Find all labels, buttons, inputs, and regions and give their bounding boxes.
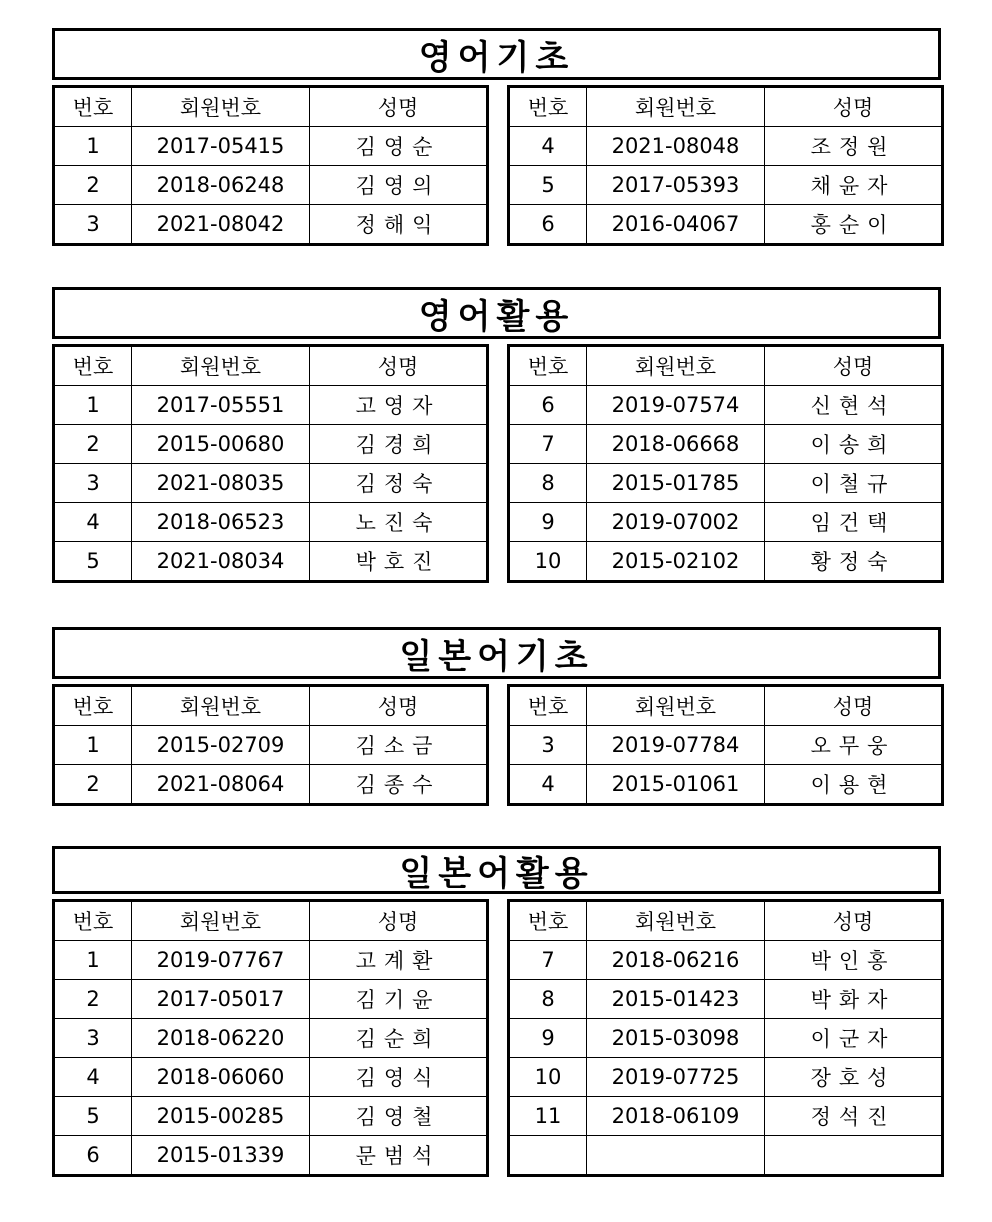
- cell-name: 김영식: [310, 1058, 488, 1097]
- cell-name: 박호진: [310, 542, 488, 582]
- cell-name: 이용현: [765, 765, 943, 805]
- header-num: 번호: [509, 87, 587, 127]
- cell-num: 9: [509, 503, 587, 542]
- cell-name: 김소금: [310, 726, 488, 765]
- cell-num: 5: [54, 542, 132, 582]
- cell-num: 1: [54, 941, 132, 980]
- table-row: [54, 1019, 488, 1058]
- header-member-id: 회원번호: [132, 686, 310, 726]
- member-table-right: [507, 684, 944, 806]
- header-name: 성명: [310, 686, 488, 726]
- cell-name: 김순희: [310, 1019, 488, 1058]
- table-row: [54, 1136, 488, 1176]
- cell-num: 10: [509, 542, 587, 582]
- cell-num: 8: [509, 980, 587, 1019]
- member-table-left: [52, 684, 489, 806]
- table-row: [54, 425, 488, 464]
- cell-num: 3: [54, 1019, 132, 1058]
- header-num: 번호: [54, 87, 132, 127]
- cell-name: 김영순: [310, 127, 488, 166]
- cell-name: 문범석: [310, 1136, 488, 1176]
- cell-member-id: 2018-06523: [132, 503, 310, 542]
- table-row: [509, 1019, 943, 1058]
- cell-num: 1: [54, 726, 132, 765]
- cell-name: 김영의: [310, 166, 488, 205]
- header-num: 번호: [54, 901, 132, 941]
- cell-name: 오무웅: [765, 726, 943, 765]
- cell-num: 6: [509, 386, 587, 425]
- cell-name: 이철규: [765, 464, 943, 503]
- cell-member-id: 2019-07767: [132, 941, 310, 980]
- cell-num: 5: [509, 166, 587, 205]
- cell-num: 2: [54, 425, 132, 464]
- cell-member-id: 2021-08035: [132, 464, 310, 503]
- table-row: [54, 542, 488, 582]
- header-row: [509, 686, 943, 726]
- cell-num: 2: [54, 980, 132, 1019]
- section-title: 영어활용: [52, 287, 941, 339]
- cell-member-id: 2021-08064: [132, 765, 310, 805]
- table-row: [509, 127, 943, 166]
- cell-member-id: 2015-02102: [587, 542, 765, 582]
- cell-name: 김정숙: [310, 464, 488, 503]
- table-row: [54, 980, 488, 1019]
- cell-member-id: 2017-05415: [132, 127, 310, 166]
- cell-member-id: 2018-06220: [132, 1019, 310, 1058]
- cell-name: 장호성: [765, 1058, 943, 1097]
- cell-name: 임건택: [765, 503, 943, 542]
- header-row: [509, 87, 943, 127]
- cell-name: 김영철: [310, 1097, 488, 1136]
- member-table-left: [52, 899, 489, 1177]
- cell-name: 박화자: [765, 980, 943, 1019]
- cell-member-id: 2018-06216: [587, 941, 765, 980]
- cell-num: 4: [509, 765, 587, 805]
- cell-num: 8: [509, 464, 587, 503]
- table-row: [54, 386, 488, 425]
- cell-num: 6: [509, 205, 587, 245]
- section-title: 영어기초: [52, 28, 941, 80]
- cell-name: 이군자: [765, 1019, 943, 1058]
- table-row: [54, 166, 488, 205]
- cell-member-id: 2015-01061: [587, 765, 765, 805]
- cell-member-id: 2019-07002: [587, 503, 765, 542]
- cell-name: 고영자: [310, 386, 488, 425]
- member-table-right: [507, 899, 944, 1177]
- cell-num: 7: [509, 425, 587, 464]
- cell-name: 김경희: [310, 425, 488, 464]
- header-name: 성명: [765, 346, 943, 386]
- table-row: [509, 503, 943, 542]
- table-row: [509, 1097, 943, 1136]
- table-row: [54, 205, 488, 245]
- cell-num: 2: [54, 166, 132, 205]
- table-row: [54, 765, 488, 805]
- cell-name: 고계환: [310, 941, 488, 980]
- cell-member-id: 2017-05393: [587, 166, 765, 205]
- table-row: [509, 726, 943, 765]
- table-row: [54, 464, 488, 503]
- table-row: [54, 941, 488, 980]
- cell-member-id: 2018-06668: [587, 425, 765, 464]
- cell-num: 7: [509, 941, 587, 980]
- header-name: 성명: [310, 346, 488, 386]
- cell-member-id: 2018-06060: [132, 1058, 310, 1097]
- cell-num: [509, 1136, 587, 1176]
- cell-member-id: 2015-01423: [587, 980, 765, 1019]
- table-row: [509, 941, 943, 980]
- cell-member-id: 2015-00285: [132, 1097, 310, 1136]
- header-name: 성명: [310, 901, 488, 941]
- header-name: 성명: [310, 87, 488, 127]
- cell-name: 박인홍: [765, 941, 943, 980]
- cell-name: 노진숙: [310, 503, 488, 542]
- section-title: 일본어활용: [52, 846, 941, 894]
- header-row: [509, 901, 943, 941]
- header-member-id: 회원번호: [587, 87, 765, 127]
- section-title: 일본어기초: [52, 627, 941, 679]
- cell-member-id: 2018-06109: [587, 1097, 765, 1136]
- cell-member-id: 2017-05551: [132, 386, 310, 425]
- cell-name: 신현석: [765, 386, 943, 425]
- cell-member-id: 2017-05017: [132, 980, 310, 1019]
- member-table-right: [507, 344, 944, 583]
- cell-num: 1: [54, 127, 132, 166]
- table-row: [509, 1136, 943, 1176]
- member-table-right: [507, 85, 944, 246]
- cell-member-id: 2018-06248: [132, 166, 310, 205]
- cell-member-id: 2015-02709: [132, 726, 310, 765]
- table-row: [54, 726, 488, 765]
- cell-member-id: 2016-04067: [587, 205, 765, 245]
- cell-member-id: 2021-08034: [132, 542, 310, 582]
- cell-name: 홍순이: [765, 205, 943, 245]
- cell-name: 김종수: [310, 765, 488, 805]
- header-row: [54, 686, 488, 726]
- member-table-left: [52, 344, 489, 583]
- header-row: [54, 87, 488, 127]
- header-num: 번호: [509, 686, 587, 726]
- cell-num: 3: [54, 464, 132, 503]
- cell-num: 11: [509, 1097, 587, 1136]
- table-row: [54, 127, 488, 166]
- member-table-left: [52, 85, 489, 246]
- cell-name: 황정숙: [765, 542, 943, 582]
- header-row: [54, 346, 488, 386]
- table-row: [509, 765, 943, 805]
- table-row: [509, 980, 943, 1019]
- header-num: 번호: [54, 346, 132, 386]
- table-row: [509, 1058, 943, 1097]
- cell-num: 2: [54, 765, 132, 805]
- header-member-id: 회원번호: [132, 901, 310, 941]
- cell-member-id: [587, 1136, 765, 1176]
- cell-num: 4: [509, 127, 587, 166]
- header-num: 번호: [509, 901, 587, 941]
- cell-name: 정해익: [310, 205, 488, 245]
- cell-member-id: 2021-08048: [587, 127, 765, 166]
- header-member-id: 회원번호: [132, 346, 310, 386]
- table-row: [509, 205, 943, 245]
- cell-num: 5: [54, 1097, 132, 1136]
- section-japanese-basic: [52, 627, 941, 797]
- table-row: [54, 1097, 488, 1136]
- cell-member-id: 2015-03098: [587, 1019, 765, 1058]
- cell-member-id: 2021-08042: [132, 205, 310, 245]
- table-row: [509, 464, 943, 503]
- header-member-id: 회원번호: [587, 686, 765, 726]
- section-english-applied: [52, 287, 941, 574]
- header-num: 번호: [509, 346, 587, 386]
- cell-num: 3: [509, 726, 587, 765]
- table-row: [509, 386, 943, 425]
- header-member-id: 회원번호: [587, 901, 765, 941]
- cell-num: 1: [54, 386, 132, 425]
- cell-member-id: 2015-01339: [132, 1136, 310, 1176]
- cell-name: 채윤자: [765, 166, 943, 205]
- header-row: [509, 346, 943, 386]
- table-row: [54, 503, 488, 542]
- section-japanese-applied: [52, 846, 941, 1168]
- header-name: 성명: [765, 87, 943, 127]
- cell-name: [765, 1136, 943, 1176]
- cell-name: 김기윤: [310, 980, 488, 1019]
- header-name: 성명: [765, 901, 943, 941]
- header-member-id: 회원번호: [587, 346, 765, 386]
- header-num: 번호: [54, 686, 132, 726]
- cell-name: 이송희: [765, 425, 943, 464]
- header-member-id: 회원번호: [132, 87, 310, 127]
- table-row: [54, 1058, 488, 1097]
- section-english-basic: [52, 28, 941, 237]
- cell-name: 정석진: [765, 1097, 943, 1136]
- cell-name: 조정원: [765, 127, 943, 166]
- cell-num: 4: [54, 503, 132, 542]
- cell-member-id: 2019-07725: [587, 1058, 765, 1097]
- table-row: [509, 542, 943, 582]
- header-name: 성명: [765, 686, 943, 726]
- cell-num: 9: [509, 1019, 587, 1058]
- cell-member-id: 2019-07784: [587, 726, 765, 765]
- header-row: [54, 901, 488, 941]
- table-row: [509, 425, 943, 464]
- cell-num: 10: [509, 1058, 587, 1097]
- cell-member-id: 2015-01785: [587, 464, 765, 503]
- cell-num: 3: [54, 205, 132, 245]
- cell-num: 4: [54, 1058, 132, 1097]
- cell-member-id: 2015-00680: [132, 425, 310, 464]
- cell-num: 6: [54, 1136, 132, 1176]
- table-row: [509, 166, 943, 205]
- cell-member-id: 2019-07574: [587, 386, 765, 425]
